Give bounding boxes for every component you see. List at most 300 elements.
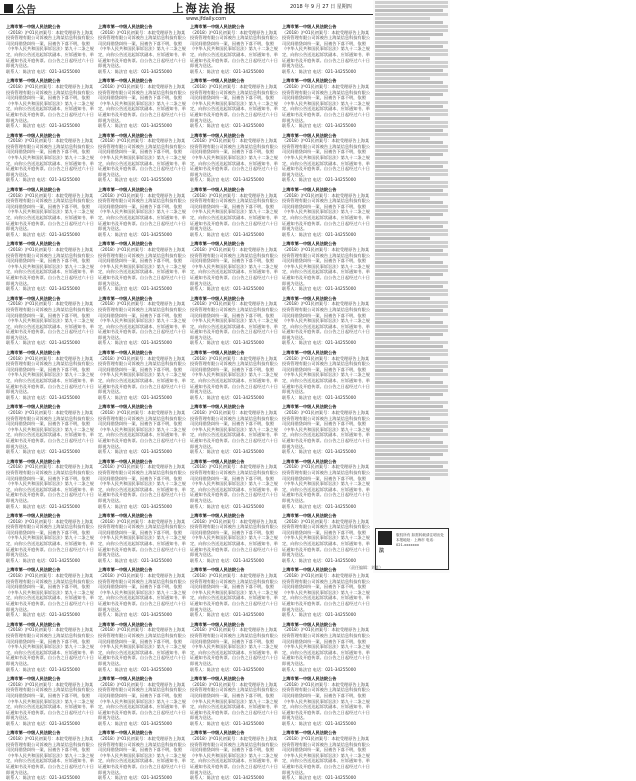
notice-body: （2018）沪01民初案号：本院受理原告上海某投资管理有限公司诉被告上海某信息科技有限公司民间借贷纠纷一案，因被告下落不明，依照《中华人民共和国民事诉讼法》第九十二条之规定，向你公告送达起诉状副本、应诉通知书、举证通知书及开庭传票。自公告之日起经过六十日即视为送达。 [6,681,94,721]
notice-heading: 上海市第一中级人民法院公告 [190,350,245,356]
notice-heading: 上海市第一中级人民法院公告 [98,24,153,29]
notice-item [6,241,94,291]
notice-contact: 联系人：陈法官 电话：021-34255000 [98,503,173,509]
notice-heading: 上海市第一中级人民法院公告 [6,458,61,464]
notice-contact: 联系人：陈法官 电话：021-34255000 [6,666,81,672]
text-line [375,477,430,480]
notice-body: （2018）沪01民初案号：本院受理原告上海某投资管理有限公司诉被告上海某信息科技有限公司民间借贷纠纷一案，因被告下落不明，依照《中华人民共和国民事诉讼法》第九十二条之规定，向你公告送达起诉状副本、应诉通知书、举证通知书及开庭传票。自公告之日起经过六十日即视为送达。 [282,627,370,666]
text-line [375,25,448,28]
notice-body: （2018）沪01民初案号：本院受理原告上海某投资管理有限公司诉被告上海某信息科技有限公司民间借贷纠纷一案，因被告下落不明，依照《中华人民共和国民事诉讼法》第九十二条之规定，向你公告送达起诉状副本、应诉通知书、举证通知书及开庭传票。自公告之日起经过六十日即视为送达。 [6,29,94,69]
notice-item [6,296,94,346]
text-line [375,81,443,84]
notice-contact: 联系人：陈法官 电话：021-34255000 [190,557,265,563]
text-line [375,389,448,392]
notice-item [98,513,186,563]
notice-body: （2018）沪01民初案号：本院受理原告上海某投资管理有限公司诉被告上海某信息科技有限公司民间借贷纠纷一案，因被告下落不明，依照《中华人民共和国民事诉讼法》第九十二条之规定，向你公告送达起诉状副本、应诉通知书、举证通知书及开庭传票。自公告之日起经过六十日即视为送达。 [98,138,186,177]
notice-heading: 上海市第一中级人民法院公告 [6,187,61,193]
text-line [375,337,430,340]
publisher-info: 版权所有 如需转载请注明出处 本报地址：上海市 电话：021-xxxxxxx [396,533,444,547]
text-line [375,349,448,352]
footer-note: （责任编辑：刘某） [347,565,383,570]
notice-contact: 联系人：陈法官 电话：021-34255000 [190,340,265,346]
notice-contact: 联系人：陈法官 电话：021-34255000 [98,775,173,781]
text-line [375,253,448,256]
notice-contact: 联系人：陈法官 电话：021-34255000 [6,775,81,781]
notice-heading: 上海市第一中级人民法院公告 [190,295,245,301]
notice-heading: 上海市第一中级人民法院公告 [190,676,245,682]
notice-item [98,78,186,128]
notice-heading: 上海市第一中级人民法院公告 [98,567,153,573]
notice-heading: 上海市第一中级人民法院公告 [282,295,337,301]
notice-heading: 上海市第一中级人民法院公告 [6,24,61,29]
right-margin-strip [373,0,450,573]
website-url: www.jfdaily.com [186,16,227,22]
text-line [375,201,443,204]
notice-body: （2018）沪01民初案号：本院受理原告上海某投资管理有限公司诉被告上海某信息科技有限公司民间借贷纠纷一案，因被告下落不明，依照《中华人民共和国民事诉讼法》第九十二条之规定，向你公告送达起诉状副本、应诉通知书、举证通知书及开庭传票。自公告之日起经过六十日即视为送达。 [6,627,94,666]
text-line [375,273,443,276]
notice-heading: 上海市第一中级人民法院公告 [282,241,337,247]
notice-contact: 联系人：陈法官 电话：021-34255000 [6,231,81,237]
text-line [375,177,430,180]
text-line [375,213,443,216]
text-line [375,69,443,72]
notice-item [6,513,94,563]
notice-heading: 上海市第一中级人民法院公告 [98,621,153,627]
notice-body: （2018）沪01民初案号：本院受理原告上海某投资管理有限公司诉被告上海某信息科技有限公司民间借贷纠纷一案，因被告下落不明，依照《中华人民共和国民事诉讼法》第九十二条之规定，向你公告送达起诉状副本、应诉通知书、举证通知书及开庭传票。自公告之日起经过六十日即视为送达。 [6,518,94,558]
text-line [375,277,430,280]
text-line [375,209,448,212]
notice-item [282,567,370,617]
notice-column [98,24,186,781]
notice-contact: 联系人：陈法官 电话：021-34255000 [190,612,265,618]
text-line [375,113,448,116]
notice-item [98,730,186,780]
notice-contact: 联系人：陈法官 电话：021-34255000 [6,177,81,183]
notice-contact: 联系人：陈法官 电话：021-34255000 [282,340,357,346]
notice-body: （2018）沪01民初案号：本院受理原告上海某投资管理有限公司诉被告上海某信息科技有限公司民间借贷纠纷一案，因被告下落不明，依照《中华人民共和国民事诉讼法》第九十二条之规定，向你公告送达起诉状副本、应诉通知书、举证通知书及开庭传票。自公告之日起经过六十日即视为送达。 [190,83,278,123]
text-line [375,13,448,16]
notice-heading: 上海市第一中级人民法院公告 [6,78,61,84]
notice-contact: 联系人：陈法官 电话：021-34255000 [190,394,265,400]
notice-item [190,622,278,672]
text-line [375,365,448,368]
text-line [375,441,443,444]
notice-body: （2018）沪01民初案号：本院受理原告上海某投资管理有限公司诉被告上海某信息科技有限公司民间借贷纠纷一案，因被告下落不明，依照《中华人民共和国民事诉讼法》第九十二条之规定，向你公告送达起诉状副本、应诉通知书、举证通知书及开庭传票。自公告之日起经过六十日即视为送达。 [190,681,278,721]
notice-body: （2018）沪01民初案号：本院受理原告上海某投资管理有限公司诉被告上海某信息科技有限公司民间借贷纠纷一案，因被告下落不明，依照《中华人民共和国民事诉讼法》第九十二条之规定，向你公告送达起诉状副本、应诉通知书、举证通知书及开庭传票。自公告之日起经过六十日即视为送达。 [98,355,186,395]
text-line [375,353,448,356]
text-line [375,153,443,156]
notice-body: （2018）沪01民初案号：本院受理原告上海某投资管理有限公司诉被告上海某信息科技有限公司民间借贷纠纷一案，因被告下落不明，依照《中华人民共和国民事诉讼法》第九十二条之规定，向你公告送达起诉状副本、应诉通知书、举证通知书及开庭传票。自公告之日起经过六十日即视为送达。 [190,301,278,340]
text-line [375,77,430,80]
text-line [375,373,448,376]
text-line [375,193,448,196]
notice-body: （2018）沪01民初案号：本院受理原告上海某投资管理有限公司诉被告上海某信息科技有限公司民间借贷纠纷一案，因被告下落不明，依照《中华人民共和国民事诉讼法》第九十二条之规定，向你公告送达起诉状副本、应诉通知书、举证通知书及开庭传票。自公告之日起经过六十日即视为送达。 [282,29,370,69]
notice-item [282,513,370,563]
notice-item [98,187,186,237]
notice-contact: 联系人：陈法官 电话：021-34255000 [98,666,173,672]
text-line [375,457,430,460]
notice-body: （2018）沪01民初案号：本院受理原告上海某投资管理有限公司诉被告上海某信息科技有限公司民间借贷纠纷一案，因被告下落不明，依照《中华人民共和国民事诉讼法》第九十二条之规定，向你公告送达起诉状副本、应诉通知书、举证通知书及开庭传票。自公告之日起经过六十日即视为送达。 [190,192,278,232]
notice-item [6,404,94,454]
notice-contact: 联系人：陈法官 电话：021-34255000 [282,177,357,183]
notice-heading: 上海市第一中级人民法院公告 [6,404,61,410]
notice-heading: 上海市第一中级人民法院公告 [282,350,337,356]
notice-contact: 联系人：陈法官 电话：021-34255000 [98,177,173,183]
notice-contact: 联系人：陈法官 电话：021-34255000 [6,503,81,509]
text-line [375,121,448,124]
notice-item [190,459,278,509]
notice-heading: 上海市第一中级人民法院公告 [282,404,337,410]
text-line [375,321,443,324]
text-line [375,309,443,312]
notice-contact: 联系人：陈法官 电话：021-34255000 [6,340,81,346]
notice-body: （2018）沪01民初案号：本院受理原告上海某投资管理有限公司诉被告上海某信息科技有限公司民间借贷纠纷一案，因被告下落不明，依照《中华人民共和国民事诉讼法》第九十二条之规定，向你公告送达起诉状副本、应诉通知书、举证通知书及开庭传票。自公告之日起经过六十日即视为送达。 [282,355,370,395]
text-line [375,445,448,448]
text-line [375,465,443,468]
text-line [375,257,430,260]
text-line [375,93,443,96]
notice-body: （2018）沪01民初案号：本院受理原告上海某投资管理有限公司诉被告上海某信息科技有限公司民间借贷纠纷一案，因被告下落不明，依照《中华人民共和国民事诉讼法》第九十二条之规定，向你公告送达起诉状副本、应诉通知书、举证通知书及开庭传票。自公告之日起经过六十日即视为送达。 [98,736,186,775]
notice-item [190,567,278,617]
text-line [375,401,448,404]
notice-item [98,350,186,400]
notice-contact: 联系人：陈法官 电话：021-34255000 [282,68,357,74]
notice-item [282,622,370,672]
text-line [375,369,443,372]
notice-contact: 联系人：陈法官 电话：021-34255000 [6,612,81,618]
text-line [375,217,430,220]
text-line [375,297,430,300]
notice-heading: 上海市第一中级人民法院公告 [190,241,245,247]
notice-body: （2018）沪01民初案号：本院受理原告上海某投资管理有限公司诉被告上海某信息科技有限公司民间借贷纠纷一案，因被告下落不明，依照《中华人民共和国民事诉讼法》第九十二条之规定，向你公告送达起诉状副本、应诉通知书、举证通知书及开庭传票。自公告之日起经过六十日即视为送达。 [282,681,370,721]
section-square-icon [4,4,13,13]
notice-body: （2018）沪01民初案号：本院受理原告上海某投资管理有限公司诉被告上海某信息科技有限公司民间借贷纠纷一案，因被告下落不明，依照《中华人民共和国民事诉讼法》第九十二条之规定，向你公告送达起诉状副本、应诉通知书、举证通知书及开庭传票。自公告之日起经过六十日即视为送达。 [98,192,186,232]
text-line [375,345,443,348]
notice-body: （2018）沪01民初案号：本院受理原告上海某投资管理有限公司诉被告上海某信息科技有限公司民间借贷纠纷一案，因被告下落不明，依照《中华人民共和国民事诉讼法》第九十二条之规定，向你公告送达起诉状副本、应诉通知书、举证通知书及开庭传票。自公告之日起经过六十日即视为送达。 [6,301,94,340]
notice-heading: 上海市第一中级人民法院公告 [282,187,337,193]
notice-heading: 上海市第一中级人民法院公告 [282,730,337,736]
notice-contact: 联系人：陈法官 电话：021-34255000 [282,449,357,455]
notice-contact: 联系人：陈法官 电话：021-34255000 [190,720,265,726]
notice-heading: 上海市第一中级人民法院公告 [190,621,245,627]
text-line [375,85,448,88]
notice-heading: 上海市第一中级人民法院公告 [282,458,337,464]
text-line [375,385,448,388]
notice-item [98,622,186,672]
notice-item [6,187,94,237]
notice-contact: 联系人：陈法官 电话：021-34255000 [282,286,357,292]
notice-body: （2018）沪01民初案号：本院受理原告上海某投资管理有限公司诉被告上海某信息科技有限公司民间借贷纠纷一案，因被告下落不明，依照《中华人民共和国民事诉讼法》第九十二条之规定，向你公告送达起诉状副本、应诉通知书、举证通知书及开庭传票。自公告之日起经过六十日即视为送达。 [6,83,94,123]
notice-heading: 上海市第一中级人民法院公告 [190,24,245,29]
notice-item [282,730,370,780]
notice-heading: 上海市第一中级人民法院公告 [190,187,245,193]
text-line [375,249,443,252]
section-title: 公告 [16,5,36,16]
text-line [375,265,448,268]
notice-item [190,513,278,563]
notice-heading: 上海市第一中级人民法院公告 [6,730,61,736]
text-line [375,97,430,100]
text-line [375,453,443,456]
notice-body: （2018）沪01民初案号：本院受理原告上海某投资管理有限公司诉被告上海某信息科技有限公司民间借贷纠纷一案，因被告下落不明，依照《中华人民共和国民事诉讼法》第九十二条之规定，向你公告送达起诉状副本、应诉通知书、举证通知书及开庭传票。自公告之日起经过六十日即视为送达。 [190,518,278,558]
section-label [4,1,36,16]
notice-item [6,24,94,74]
notice-item [190,241,278,291]
notice-contact: 联系人：陈法官 电话：021-34255000 [282,775,357,781]
text-line [375,161,448,164]
text-line [375,1,448,4]
notice-contact: 联系人：陈法官 电话：021-34255000 [98,612,173,618]
notice-item [98,567,186,617]
notice-body: （2018）沪01民初案号：本院受理原告上海某投资管理有限公司诉被告上海某信息科技有限公司民间借贷纠纷一案，因被告下落不明，依照《中华人民共和国民事诉讼法》第九十二条之规定，向你公告送达起诉状副本、应诉通知书、举证通知书及开庭传票。自公告之日起经过六十日即视为送达。 [190,464,278,503]
text-line [375,329,448,332]
notice-contact: 联系人：陈法官 电话：021-34255000 [190,775,265,781]
notice-body: （2018）沪01民初案号：本院受理原告上海某投资管理有限公司诉被告上海某信息科技有限公司民间借贷纠纷一案，因被告下落不明，依照《中华人民共和国民事诉讼法》第九十二条之规定，向你公告送达起诉状副本、应诉通知书、举证通知书及开庭传票。自公告之日起经过六十日即视为送达。 [282,83,370,123]
notices-area [6,24,370,781]
notice-body: （2018）沪01民初案号：本院受理原告上海某投资管理有限公司诉被告上海某信息科技有限公司民间借贷纠纷一案，因被告下落不明，依照《中华人民共和国民事诉讼法》第九十二条之规定，向你公告送达起诉状副本、应诉通知书、举证通知书及开庭传票。自公告之日起经过六十日即视为送达。 [6,464,94,503]
notice-heading: 上海市第一中级人民法院公告 [190,567,245,573]
text-line [375,421,448,424]
notice-body: （2018）沪01民初案号：本院受理原告上海某投资管理有限公司诉被告上海某信息科技有限公司民间借贷纠纷一案，因被告下落不明，依照《中华人民共和国民事诉讼法》第九十二条之规定，向你公告送达起诉状副本、应诉通知书、举证通知书及开庭传票。自公告之日起经过六十日即视为送达。 [190,627,278,666]
notice-body: （2018）沪01民初案号：本院受理原告上海某投资管理有限公司诉被告上海某信息科技有限公司民间借贷纠纷一案，因被告下落不明，依照《中华人民共和国民事诉讼法》第九十二条之规定，向你公告送达起诉状副本、应诉通知书、举证通知书及开庭传票。自公告之日起经过六十日即视为送达。 [98,573,186,612]
notice-contact: 联系人：陈法官 电话：021-34255000 [190,449,265,455]
notice-contact: 联系人：陈法官 电话：021-34255000 [282,720,357,726]
notice-body: （2018）沪01民初案号：本院受理原告上海某投资管理有限公司诉被告上海某信息科技有限公司民间借贷纠纷一案，因被告下落不明，依照《中华人民共和国民事诉讼法》第九十二条之规定，向你公告送达起诉状副本、应诉通知书、举证通知书及开庭传票。自公告之日起经过六十日即视为送达。 [282,138,370,177]
notice-heading: 上海市第一中级人民法院公告 [98,78,153,84]
notice-heading: 上海市第一中级人民法院公告 [282,621,337,627]
notice-body: （2018）沪01民初案号：本院受理原告上海某投资管理有限公司诉被告上海某信息科技有限公司民间借贷纠纷一案，因被告下落不明，依照《中华人民共和国民事诉讼法》第九十二条之规定，向你公告送达起诉状副本、应诉通知书、举证通知书及开庭传票。自公告之日起经过六十日即视为送达。 [190,410,278,449]
notice-heading: 上海市第一中级人民法院公告 [190,730,245,736]
text-line [375,197,430,200]
notice-heading: 上海市第一中级人民法院公告 [6,567,61,573]
text-line [375,417,430,420]
notice-body: （2018）沪01民初案号：本院受理原告上海某投资管理有限公司诉被告上海某信息科技有限公司民间借贷纠纷一案，因被告下落不明，依照《中华人民共和国民事诉讼法》第九十二条之规定，向你公告送达起诉状副本、应诉通知书、举证通知书及开庭传票。自公告之日起经过六十日即视为送达。 [98,83,186,123]
text-line [375,285,443,288]
text-line [375,225,443,228]
publisher-box [375,528,449,570]
notice-body: （2018）沪01民初案号：本院受理原告上海某投资管理有限公司诉被告上海某信息科技有限公司民间借贷纠纷一案，因被告下落不明，依照《中华人民共和国民事诉讼法》第九十二条之规定，向你公告送达起诉状副本、应诉通知书、举证通知书及开庭传票。自公告之日起经过六十日即视为送达。 [6,192,94,232]
notice-body: （2018）沪01民初案号：本院受理原告上海某投资管理有限公司诉被告上海某信息科技有限公司民间借贷纠纷一案，因被告下落不明，依照《中华人民共和国民事诉讼法》第九十二条之规定，向你公告送达起诉状副本、应诉通知书、举证通知书及开庭传票。自公告之日起经过六十日即视为送达。 [282,736,370,775]
text-line [375,237,430,240]
notice-body: （2018）沪01民初案号：本院受理原告上海某投资管理有限公司诉被告上海某信息科技有限公司民间借贷纠纷一案，因被告下落不明，依照《中华人民共和国民事诉讼法》第九十二条之规定，向你公告送达起诉状副本、应诉通知书、举证通知书及开庭传票。自公告之日起经过六十日即视为送达。 [190,29,278,69]
text-line [375,397,430,400]
notice-body: （2018）沪01民初案号：本院受理原告上海某投资管理有限公司诉被告上海某信息科技有限公司民间借贷纠纷一案，因被告下落不明，依照《中华人民共和国民事诉讼法》第九十二条之规定，向你公告送达起诉状副本、应诉通知书、举证通知书及开庭传票。自公告之日起经过六十日即视为送达。 [190,736,278,775]
text-line [375,289,448,292]
text-line [375,221,448,224]
notice-contact: 联系人：陈法官 电话：021-34255000 [98,394,173,400]
notice-body: （2018）沪01民初案号：本院受理原告上海某投资管理有限公司诉被告上海某信息科技有限公司民间借贷纠纷一案，因被告下落不明，依照《中华人民共和国民事诉讼法》第九十二条之规定，向你公告送达起诉状副本、应诉通知书、举证通知书及开庭传票。自公告之日起经过六十日即视为送达。 [282,301,370,340]
notice-heading: 上海市第一中级人民法院公告 [190,513,245,519]
text-line [375,105,443,108]
masthead: 上海法治报 [172,2,238,15]
text-line [375,41,448,44]
text-line [375,469,448,472]
notice-body: （2018）沪01民初案号：本院受理原告上海某投资管理有限公司诉被告上海某信息科技有限公司民间借贷纠纷一案，因被告下落不明，依照《中华人民共和国民事诉讼法》第九十二条之规定，向你公告送达起诉状副本、应诉通知书、举证通知书及开庭传票。自公告之日起经过六十日即视为送达。 [190,138,278,177]
text-line [375,341,448,344]
notice-body: （2018）沪01民初案号：本院受理原告上海某投资管理有限公司诉被告上海某信息科技有限公司民间借贷纠纷一案，因被告下落不明，依照《中华人民共和国民事诉讼法》第九十二条之规定，向你公告送达起诉状副本、应诉通知书、举证通知书及开庭传票。自公告之日起经过六十日即视为送达。 [282,192,370,232]
notice-contact: 联系人：陈法官 电话：021-34255000 [190,123,265,129]
text-line [375,317,430,320]
notice-heading: 上海市第一中级人民法院公告 [6,676,61,682]
notice-contact: 联系人：陈法官 电话：021-34255000 [282,612,357,618]
text-line [375,109,448,112]
text-line [375,29,448,32]
notice-body: （2018）沪01民初案号：本院受理原告上海某投资管理有限公司诉被告上海某信息科技有限公司民间借贷纠纷一案，因被告下落不明，依照《中华人民共和国民事诉讼法》第九十二条之规定，向你公告送达起诉状副本、应诉通知书、举证通知书及开庭传票。自公告之日起经过六十日即视为送达。 [98,246,186,286]
notice-body: （2018）沪01民初案号：本院受理原告上海某投资管理有限公司诉被告上海某信息科技有限公司民间借贷纠纷一案，因被告下落不明，依照《中华人民共和国民事诉讼法》第九十二条之规定，向你公告送达起诉状副本、应诉通知书、举证通知书及开庭传票。自公告之日起经过六十日即视为送达。 [282,573,370,612]
text-line [375,165,443,168]
notice-body: （2018）沪01民初案号：本院受理原告上海某投资管理有限公司诉被告上海某信息科技有限公司民间借贷纠纷一案，因被告下落不明，依照《中华人民共和国民事诉讼法》第九十二条之规定，向你公告送达起诉状副本、应诉通知书、举证通知书及开庭传票。自公告之日起经过六十日即视为送达。 [190,355,278,395]
notice-item [190,404,278,454]
text-line [375,269,448,272]
notice-contact: 联系人：陈法官 电话：021-34255000 [6,286,81,292]
notice-body: （2018）沪01民初案号：本院受理原告上海某投资管理有限公司诉被告上海某信息科技有限公司民间借贷纠纷一案，因被告下落不明，依照《中华人民共和国民事诉讼法》第九十二条之规定，向你公告送达起诉状副本、应诉通知书、举证通知书及开庭传票。自公告之日起经过六十日即视为送达。 [6,410,94,449]
notice-item [98,296,186,346]
notice-item [282,187,370,237]
notice-body: （2018）沪01民初案号：本院受理原告上海某投资管理有限公司诉被告上海某信息科技有限公司民间借贷纠纷一案，因被告下落不明，依照《中华人民共和国民事诉讼法》第九十二条之规定，向你公告送达起诉状副本、应诉通知书、举证通知书及开庭传票。自公告之日起经过六十日即视为送达。 [98,681,186,721]
notice-item [190,730,278,780]
notice-contact: 联系人：陈法官 电话：021-34255000 [98,286,173,292]
text-line [375,281,448,284]
text-line [375,17,430,20]
notice-heading: 上海市第一中级人民法院公告 [282,513,337,519]
notice-item [98,24,186,74]
text-line [375,145,448,148]
text-line [375,241,448,244]
notice-item [6,133,94,183]
text-line [375,9,443,12]
text-line [375,393,443,396]
notice-item [98,133,186,183]
text-line [375,117,430,120]
text-line [375,429,443,432]
notice-contact: 联系人：陈法官 电话：021-34255000 [282,557,357,563]
text-line [375,101,448,104]
notice-column [282,24,370,781]
text-line [375,233,448,236]
text-line [375,301,448,304]
notice-heading: 上海市第一中级人民法院公告 [98,404,153,410]
notice-item [282,404,370,454]
text-line [375,261,443,264]
notice-body: （2018）沪01民初案号：本院受理原告上海某投资管理有限公司诉被告上海某信息科技有限公司民间借贷纠纷一案，因被告下落不明，依照《中华人民共和国民事诉讼法》第九十二条之规定，向你公告送达起诉状副本、应诉通知书、举证通知书及开庭传票。自公告之日起经过六十日即视为送达。 [190,246,278,286]
text-line [375,129,443,132]
notice-heading: 上海市第一中级人民法院公告 [6,350,61,356]
notice-heading: 上海市第一中级人民法院公告 [190,78,245,84]
text-line [375,61,448,64]
text-line [375,53,448,56]
notice-item [282,78,370,128]
notice-heading: 上海市第一中级人民法院公告 [282,567,337,573]
notice-body: （2018）沪01民初案号：本院受理原告上海某投资管理有限公司诉被告上海某信息科技有限公司民间借贷纠纷一案，因被告下落不明，依照《中华人民共和国民事诉讼法》第九十二条之规定，向你公告送达起诉状副本、应诉通知书、举证通知书及开庭传票。自公告之日起经过六十日即视为送达。 [6,355,94,395]
notice-contact: 联系人：陈法官 电话：021-34255000 [190,68,265,74]
notice-contact: 联系人：陈法官 电话：021-34255000 [98,68,173,74]
notice-contact: 联系人：陈法官 电话：021-34255000 [190,666,265,672]
notice-contact: 联系人：陈法官 电话：021-34255000 [190,286,265,292]
notice-contact: 联系人：陈法官 电话：021-34255000 [282,394,357,400]
text-line [375,305,448,308]
text-line [375,333,443,336]
notice-item [98,404,186,454]
text-line [375,205,448,208]
notice-body: （2018）沪01民初案号：本院受理原告上海某投资管理有限公司诉被告上海某信息科技有限公司民间借贷纠纷一案，因被告下落不明，依照《中华人民共和国民事诉讼法》第九十二条之规定，向你公告送达起诉状副本、应诉通知书、举证通知书及开庭传票。自公告之日起经过六十日即视为送达。 [282,464,370,503]
notice-column [190,24,278,781]
text-line [375,437,430,440]
notice-contact: 联系人：陈法官 电话：021-34255000 [282,503,357,509]
notice-contact: 联系人：陈法官 电话：021-34255000 [282,231,357,237]
issue-date: 2018 年 9 月 27 日 星期四 [290,4,352,10]
notice-body: （2018）沪01民初案号：本院受理原告上海某投资管理有限公司诉被告上海某信息科技有限公司民间借贷纠纷一案，因被告下落不明，依照《中华人民共和国民事诉讼法》第九十二条之规定，向你公告送达起诉状副本、应诉通知书、举证通知书及开庭传票。自公告之日起经过六十日即视为送达。 [6,736,94,775]
text-line [375,449,448,452]
notice-body: （2018）沪01民初案号：本院受理原告上海某投资管理有限公司诉被告上海某信息科技有限公司民间借贷纠纷一案，因被告下落不明，依照《中华人民共和国民事诉讼法》第九十二条之规定，向你公告送达起诉状副本、应诉通知书、举证通知书及开庭传票。自公告之日起经过六十日即视为送达。 [98,627,186,666]
text-line [375,89,448,92]
notice-item [190,24,278,74]
notice-item [190,78,278,128]
notice-item [282,676,370,726]
notice-body: （2018）沪01民初案号：本院受理原告上海某投资管理有限公司诉被告上海某信息科技有限公司民间借贷纠纷一案，因被告下落不明，依照《中华人民共和国民事诉讼法》第九十二条之规定，向你公告送达起诉状副本、应诉通知书、举证通知书及开庭传票。自公告之日起经过六十日即视为送达。 [6,573,94,612]
text-line [375,433,448,436]
notice-item [6,567,94,617]
notice-body: （2018）沪01民初案号：本院受理原告上海某投资管理有限公司诉被告上海某信息科技有限公司民间借贷纠纷一案，因被告下落不明，依照《中华人民共和国民事诉讼法》第九十二条之规定，向你公告送达起诉状副本、应诉通知书、举证通知书及开庭传票。自公告之日起经过六十日即视为送达。 [6,138,94,177]
text-line [375,49,448,52]
notice-heading: 上海市第一中级人民法院公告 [98,513,153,519]
notice-item [190,133,278,183]
text-line [375,361,448,364]
notice-contact: 联系人：陈法官 电话：021-34255000 [98,123,173,129]
notice-contact: 联系人：陈法官 电话：021-34255000 [6,394,81,400]
notice-contact: 联系人：陈法官 电话：021-34255000 [190,231,265,237]
notice-body: （2018）沪01民初案号：本院受理原告上海某投资管理有限公司诉被告上海某信息科技有限公司民间借贷纠纷一案，因被告下落不明，依照《中华人民共和国民事诉讼法》第九十二条之规定，向你公告送达起诉状副本、应诉通知书、举证通知书及开庭传票。自公告之日起经过六十日即视为送达。 [98,518,186,558]
text-line [375,73,448,76]
text-line [375,229,448,232]
notice-body: （2018）沪01民初案号：本院受理原告上海某投资管理有限公司诉被告上海某信息科技有限公司民间借贷纠纷一案，因被告下落不明，依照《中华人民共和国民事诉讼法》第九十二条之规定，向你公告送达起诉状副本、应诉通知书、举证通知书及开庭传票。自公告之日起经过六十日即视为送达。 [98,301,186,340]
notice-body: （2018）沪01民初案号：本院受理原告上海某投资管理有限公司诉被告上海某信息科技有限公司民间借贷纠纷一案，因被告下落不明，依照《中华人民共和国民事诉讼法》第九十二条之规定，向你公告送达起诉状副本、应诉通知书、举证通知书及开庭传票。自公告之日起经过六十日即视为送达。 [98,410,186,449]
notice-body: （2018）沪01民初案号：本院受理原告上海某投资管理有限公司诉被告上海某信息科技有限公司民间借贷纠纷一案，因被告下落不明，依照《中华人民共和国民事诉讼法》第九十二条之规定，向你公告送达起诉状副本、应诉通知书、举证通知书及开庭传票。自公告之日起经过六十日即视为送达。 [98,29,186,69]
text-line [375,65,448,68]
text-line [375,57,430,60]
notice-body: （2018）沪01民初案号：本院受理原告上海某投资管理有限公司诉被告上海某信息科技有限公司民间借贷纠纷一案，因被告下落不明，依照《中华人民共和国民事诉讼法》第九十二条之规定，向你公告送达起诉状副本、应诉通知书、举证通知书及开庭传票。自公告之日起经过六十日即视为送达。 [282,518,370,558]
notice-contact: 联系人：陈法官 电话：021-34255000 [282,123,357,129]
notice-item [6,350,94,400]
text-line [375,381,443,384]
notice-item [190,350,278,400]
notice-contact: 联系人：陈法官 电话：021-34255000 [6,449,81,455]
notice-contact: 联系人：陈法官 电话：021-34255000 [98,449,173,455]
text-line [375,425,448,428]
notice-heading: 上海市第一中级人民法院公告 [282,132,337,138]
notice-contact: 联系人：陈法官 电话：021-34255000 [98,557,173,563]
notice-heading: 上海市第一中级人民法院公告 [98,241,153,247]
text-line [375,157,430,160]
notice-heading: 上海市第一中级人民法院公告 [98,458,153,464]
notice-heading: 上海市第一中级人民法院公告 [6,241,61,247]
notice-body: （2018）沪01民初案号：本院受理原告上海某投资管理有限公司诉被告上海某信息科技有限公司民间借贷纠纷一案，因被告下落不明，依照《中华人民共和国民事诉讼法》第九十二条之规定，向你公告送达起诉状副本、应诉通知书、举证通知书及开庭传票。自公告之日起经过六十日即视为送达。 [282,410,370,449]
notice-body: （2018）沪01民初案号：本院受理原告上海某投资管理有限公司诉被告上海某信息科技有限公司民间借贷纠纷一案，因被告下落不明，依照《中华人民共和国民事诉讼法》第九十二条之规定，向你公告送达起诉状副本、应诉通知书、举证通知书及开庭传票。自公告之日起经过六十日即视为送达。 [6,246,94,286]
notice-item [190,676,278,726]
text-line [375,173,448,176]
notice-contact: 联系人：陈法官 电话：021-34255000 [6,68,81,74]
notice-item [282,24,370,74]
dense-text-block [373,1,450,480]
notice-item [98,676,186,726]
text-line [375,5,448,8]
notice-heading: 上海市第一中级人民法院公告 [98,676,153,682]
notice-item [282,133,370,183]
notice-item [6,730,94,780]
notice-contact: 联系人：陈法官 电话：021-34255000 [190,177,265,183]
notice-item [190,187,278,237]
notice-item [282,459,370,509]
notice-body: （2018）沪01民初案号：本院受理原告上海某投资管理有限公司诉被告上海某信息科技有限公司民间借贷纠纷一案，因被告下落不明，依照《中华人民共和国民事诉讼法》第九十二条之规定，向你公告送达起诉状副本、应诉通知书、举证通知书及开庭传票。自公告之日起经过六十日即视为送达。 [98,464,186,503]
